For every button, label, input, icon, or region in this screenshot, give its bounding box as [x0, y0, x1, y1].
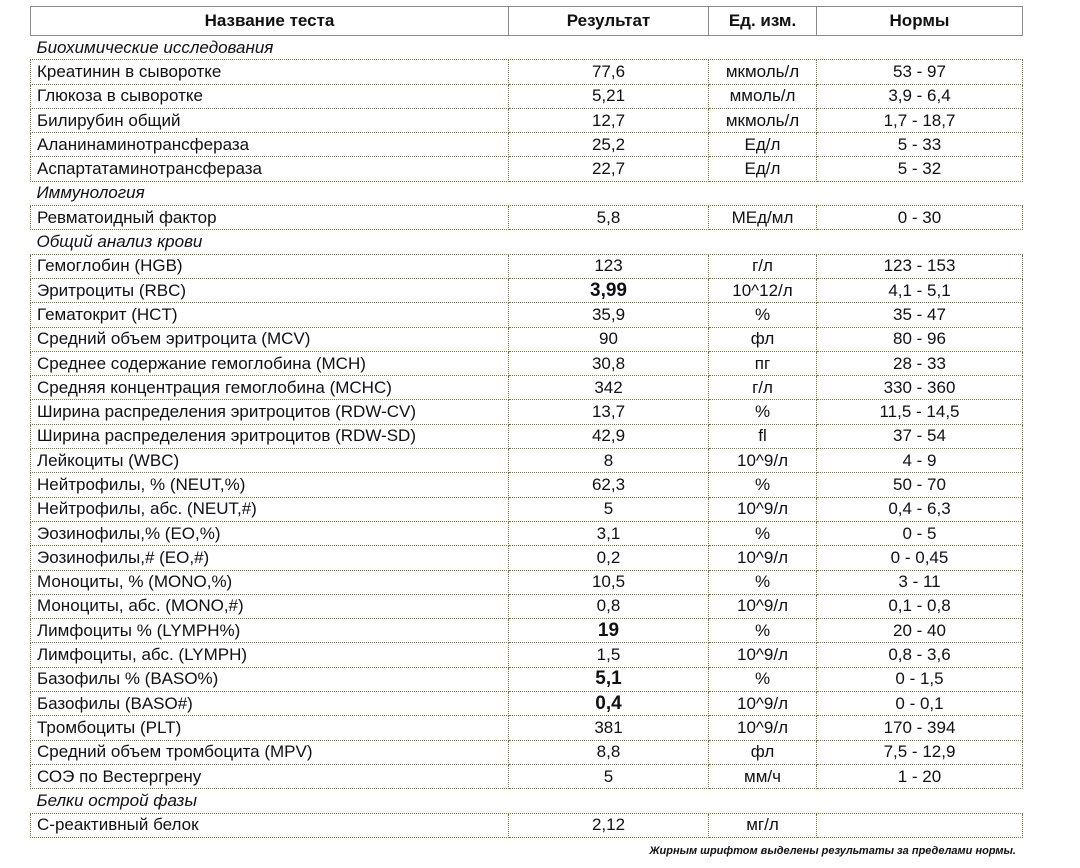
result-cell: 2,12 [509, 813, 709, 837]
test-name-cell: Эозинофилы,% (EO,%) [31, 521, 509, 545]
test-name-cell: Эритроциты (RBC) [31, 278, 509, 302]
unit-cell: фл [709, 740, 817, 764]
norm-cell: 20 - 40 [817, 619, 1023, 643]
result-cell: 3,1 [509, 521, 709, 545]
table-header [31, 7, 1023, 36]
unit-cell: % [709, 619, 817, 643]
unit-cell: % [709, 521, 817, 545]
table-row [31, 278, 1023, 302]
norm-cell: 4 - 9 [817, 449, 1023, 473]
section-row [31, 789, 1023, 813]
test-name-cell: Билирубин общий [31, 108, 509, 132]
result-cell: 90 [509, 327, 709, 351]
result-cell: 0,8 [509, 594, 709, 618]
test-name-cell: Нейтрофилы, % (NEUT,%) [31, 473, 509, 497]
table-row [31, 740, 1023, 764]
norm-cell: 0 - 5 [817, 521, 1023, 545]
table-row [31, 206, 1023, 230]
unit-cell: 10^9/л [709, 449, 817, 473]
section-title: Общий анализ крови [31, 230, 1023, 254]
result-cell: 13,7 [509, 400, 709, 424]
norm-cell: 0 - 0,1 [817, 692, 1023, 716]
table-row [31, 521, 1023, 545]
norm-cell: 0 - 0,45 [817, 546, 1023, 570]
unit-cell: мкмоль/л [709, 60, 817, 84]
unit-cell: % [709, 570, 817, 594]
table-row [31, 594, 1023, 618]
unit-cell: г/л [709, 254, 817, 278]
unit-cell: % [709, 473, 817, 497]
table-row [31, 84, 1023, 108]
test-name-cell: Аспартатаминотрансфераза [31, 157, 509, 181]
section-title: Иммунология [31, 181, 1023, 205]
result-cell: 0,2 [509, 546, 709, 570]
table-row [31, 716, 1023, 740]
test-name-cell: Гематокрит (HCT) [31, 303, 509, 327]
test-name-cell: Моноциты, % (MONO,%) [31, 570, 509, 594]
norm-cell: 4,1 - 5,1 [817, 278, 1023, 302]
header-row [31, 7, 1023, 36]
result-cell: 123 [509, 254, 709, 278]
table-row [31, 570, 1023, 594]
result-cell: 342 [509, 376, 709, 400]
unit-cell: % [709, 400, 817, 424]
norm-cell [817, 813, 1023, 837]
norm-cell: 0,4 - 6,3 [817, 497, 1023, 521]
test-name-cell: СОЭ по Вестергрену [31, 764, 509, 788]
norm-cell: 37 - 54 [817, 424, 1023, 448]
table-row [31, 400, 1023, 424]
norm-cell: 7,5 - 12,9 [817, 740, 1023, 764]
norm-cell: 35 - 47 [817, 303, 1023, 327]
unit-cell: 10^9/л [709, 716, 817, 740]
unit-cell: мм/ч [709, 764, 817, 788]
unit-cell: fl [709, 424, 817, 448]
table-row [31, 108, 1023, 132]
norm-cell: 170 - 394 [817, 716, 1023, 740]
result-cell: 10,5 [509, 570, 709, 594]
table-row [31, 449, 1023, 473]
unit-cell: пг [709, 351, 817, 375]
section-row [31, 36, 1023, 60]
test-name-cell: Базофилы % (BASO%) [31, 667, 509, 691]
result-cell: 8,8 [509, 740, 709, 764]
unit-cell: 10^9/л [709, 692, 817, 716]
norm-cell: 0 - 1,5 [817, 667, 1023, 691]
section-title: Белки острой фазы [31, 789, 1023, 813]
test-name-cell: Средний объем эритроцита (MCV) [31, 327, 509, 351]
table-row [31, 497, 1023, 521]
test-name-cell: Средний объем тромбоцита (MPV) [31, 740, 509, 764]
norm-cell: 3 - 11 [817, 570, 1023, 594]
norm-cell: 0,8 - 3,6 [817, 643, 1023, 667]
result-cell: 19 [509, 619, 709, 643]
test-name-cell: Нейтрофилы, абс. (NEUT,#) [31, 497, 509, 521]
table-row [31, 764, 1023, 788]
norm-cell: 5 - 33 [817, 133, 1023, 157]
norm-cell: 53 - 97 [817, 60, 1023, 84]
test-name-cell: Базофилы (BASO#) [31, 692, 509, 716]
table-row [31, 351, 1023, 375]
result-cell: 5 [509, 497, 709, 521]
test-name-cell: Эозинофилы,# (EO,#) [31, 546, 509, 570]
norm-cell: 0,1 - 0,8 [817, 594, 1023, 618]
result-cell: 5 [509, 764, 709, 788]
result-cell: 12,7 [509, 108, 709, 132]
result-cell: 30,8 [509, 351, 709, 375]
unit-cell: МЕд/мл [709, 206, 817, 230]
norm-cell: 0 - 30 [817, 206, 1023, 230]
norm-cell: 11,5 - 14,5 [817, 400, 1023, 424]
test-name-cell: Моноциты, абс. (MONO,#) [31, 594, 509, 618]
test-name-cell: Гемоглобин (HGB) [31, 254, 509, 278]
unit-cell: % [709, 303, 817, 327]
table-row [31, 473, 1023, 497]
unit-cell: мг/л [709, 813, 817, 837]
unit-cell: Ед/л [709, 133, 817, 157]
table-row [31, 303, 1023, 327]
result-cell: 62,3 [509, 473, 709, 497]
section-title: Биохимические исследования [31, 36, 1023, 60]
table-row [31, 667, 1023, 691]
norm-cell: 28 - 33 [817, 351, 1023, 375]
unit-cell: 10^9/л [709, 546, 817, 570]
result-cell: 5,21 [509, 84, 709, 108]
test-name-cell: Лейкоциты (WBC) [31, 449, 509, 473]
table-row [31, 376, 1023, 400]
norm-cell: 50 - 70 [817, 473, 1023, 497]
test-name-cell: Креатинин в сыворотке [31, 60, 509, 84]
unit-cell: фл [709, 327, 817, 351]
test-name-cell: Тромбоциты (PLT) [31, 716, 509, 740]
result-cell: 42,9 [509, 424, 709, 448]
unit-cell: 10^9/л [709, 497, 817, 521]
lab-results-table [30, 6, 1023, 838]
unit-cell: 10^12/л [709, 278, 817, 302]
test-name-cell: Ширина распределения эритроцитов (RDW-CV) [31, 400, 509, 424]
unit-cell: г/л [709, 376, 817, 400]
table-body [31, 36, 1023, 838]
norm-cell: 1 - 20 [817, 764, 1023, 788]
column-header-unit: Ед. изм. [709, 7, 817, 36]
table-row [31, 619, 1023, 643]
table-row [31, 424, 1023, 448]
norm-cell: 123 - 153 [817, 254, 1023, 278]
test-name-cell: Среднее содержание гемоглобина (MCH) [31, 351, 509, 375]
test-name-cell: Глюкоза в сыворотке [31, 84, 509, 108]
table-row [31, 813, 1023, 837]
unit-cell: 10^9/л [709, 594, 817, 618]
unit-cell: мкмоль/л [709, 108, 817, 132]
result-cell: 381 [509, 716, 709, 740]
unit-cell: 10^9/л [709, 643, 817, 667]
unit-cell: ммоль/л [709, 84, 817, 108]
norm-cell: 3,9 - 6,4 [817, 84, 1023, 108]
result-cell: 5,8 [509, 206, 709, 230]
result-cell: 77,6 [509, 60, 709, 84]
norm-cell: 330 - 360 [817, 376, 1023, 400]
norm-cell: 1,7 - 18,7 [817, 108, 1023, 132]
column-header-name: Название теста [31, 7, 509, 36]
unit-cell: Ед/л [709, 157, 817, 181]
result-cell: 25,2 [509, 133, 709, 157]
table-row [31, 254, 1023, 278]
table-row [31, 327, 1023, 351]
result-cell: 8 [509, 449, 709, 473]
table-row [31, 546, 1023, 570]
section-row [31, 230, 1023, 254]
table-row [31, 692, 1023, 716]
test-name-cell: Средняя концентрация гемоглобина (MCHC) [31, 376, 509, 400]
test-name-cell: Аланинаминотрансфераза [31, 133, 509, 157]
result-cell: 0,4 [509, 692, 709, 716]
result-cell: 1,5 [509, 643, 709, 667]
column-header-result: Результат [509, 7, 709, 36]
result-cell: 3,99 [509, 278, 709, 302]
result-cell: 22,7 [509, 157, 709, 181]
unit-cell: % [709, 667, 817, 691]
result-cell: 5,1 [509, 667, 709, 691]
norm-cell: 5 - 32 [817, 157, 1023, 181]
section-row [31, 181, 1023, 205]
column-header-norm: Нормы [817, 7, 1023, 36]
test-name-cell: Ширина распределения эритроцитов (RDW-SD) [31, 424, 509, 448]
result-cell: 35,9 [509, 303, 709, 327]
test-name-cell: Ревматоидный фактор [31, 206, 509, 230]
table-row [31, 60, 1023, 84]
norm-cell: 80 - 96 [817, 327, 1023, 351]
table-row [31, 157, 1023, 181]
test-name-cell: Лимфоциты, абс. (LYMPH) [31, 643, 509, 667]
footnote: Жирным шрифтом выделены результаты за пределами нормы. [649, 845, 1016, 857]
test-name-cell: С-реактивный белок [31, 813, 509, 837]
table-row [31, 133, 1023, 157]
test-name-cell: Лимфоциты % (LYMPH%) [31, 619, 509, 643]
table-row [31, 643, 1023, 667]
